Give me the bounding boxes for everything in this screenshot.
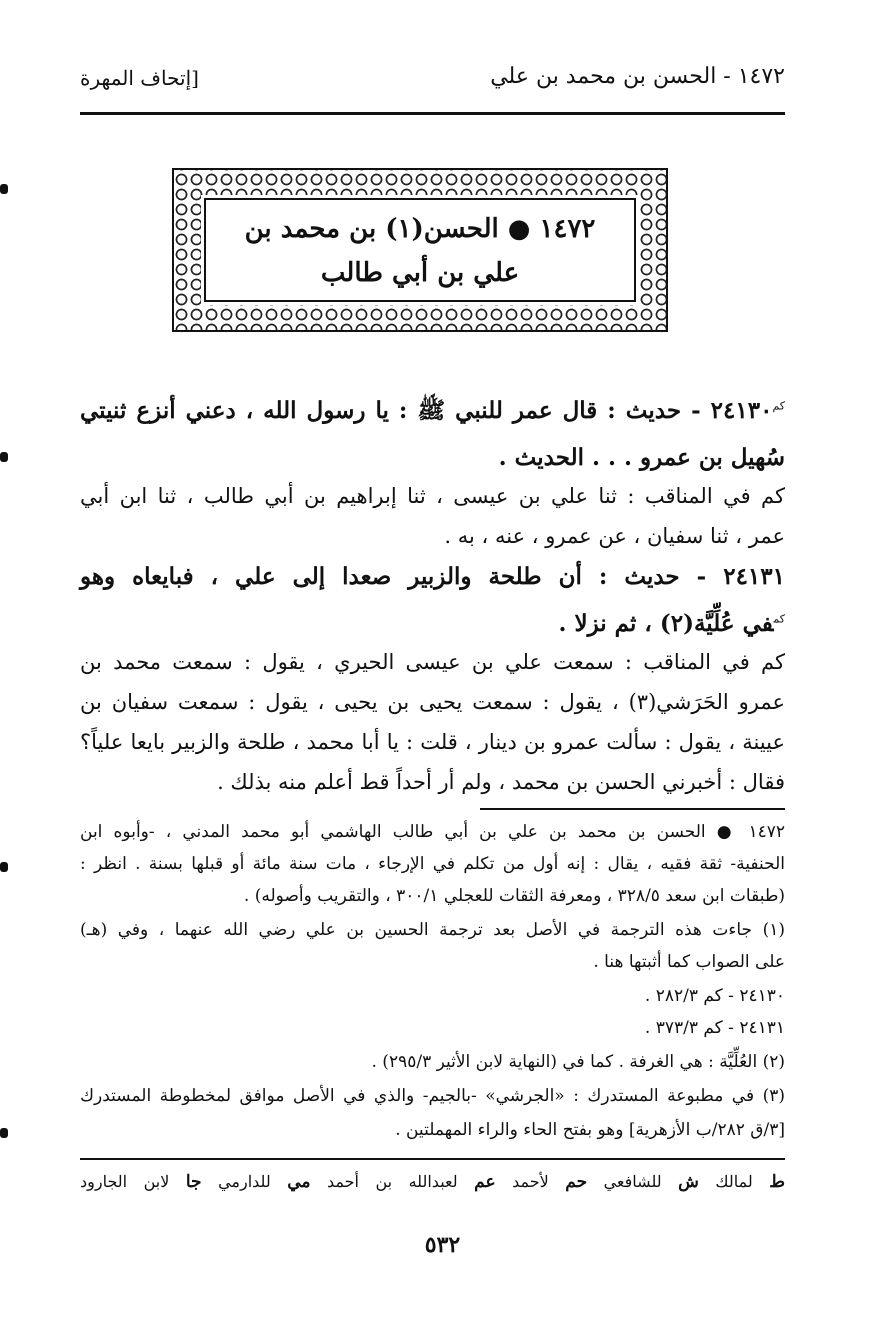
margin-dot [0, 1128, 8, 1138]
margin-dot [0, 452, 8, 462]
footnote-source-24130: ٢٤١٣٠ - كم ٢٨٢/٣ . [644, 986, 785, 1006]
footnote-1-line-2: على الصواب كما أثبتها هنا . [593, 952, 785, 972]
running-header [80, 64, 785, 100]
body-line-8: عمرو الحَرَشي(٣) ، يقول : سمعت يحيى بن يحيى ، يقول : سمعت سفيان بن [80, 690, 785, 714]
legend-item: عم لعبدالله بن أحمد [327, 1172, 496, 1192]
footnote-3-line-2: [٣/ق ٢٨٢/ب الأزهرية] وهو بفتح الحاء والراء المهملتين . [395, 1120, 785, 1140]
body-line-9: عيينة ، يقول : سألت عمرو بن دينار ، قلت : يا أبا محمد ، طلحة والزبير بايعا علياً؟ [80, 730, 785, 754]
hadith-24130-line-1: $^{كم}$٢٤١٣٠ - حديث : قال عمر للنبي ﷺ : يا رسول الله ، دعني أنزع ثنيتي [80, 397, 785, 424]
running-header-book-title: [إتحاف المهرة [80, 66, 199, 90]
title-box [204, 198, 636, 302]
footnote-biography-line-2: الحنفية- ثقة فقيه ، يقال : إنه أول من تكلم في الإرجاء ، مات سنة مائة أو قبلها بسنة . انظر : [80, 854, 785, 874]
margin-dot [0, 862, 8, 872]
footnote-1-line-1: (١) جاءت هذه الترجمة في الأصل بعد ترجمة الحسين بن علي رضي الله عنهما ، وفي (هـ) [80, 920, 785, 940]
abbreviation-legend [80, 1172, 785, 1192]
body-line-4: عمر ، ثنا سفيان ، عن عمرو ، عنه ، به . [444, 524, 785, 548]
footnote-biography-line-1: ١٤٧٢ ● الحسن بن محمد بن علي بن أبي طالب الهاشمي أبو محمد المدني ، -وأبوه ابن [80, 822, 785, 842]
hadith-24131-line-1: ٢٤١٣١ - حديث : أن طلحة والزبير صعدا إلى علي ، فبايعاه وهو [80, 563, 785, 590]
legend-rule [80, 1158, 785, 1160]
ornamental-title-frame [172, 168, 668, 332]
legend-item: ش للشافعي [603, 1172, 699, 1192]
footnote-3-line-1: (٣) في مطبوعة المستدرك : «الجرشي» -بالجيم- والذي في الأصل موافق لمخطوطة المستدرك [80, 1086, 785, 1106]
page-number: ٥٣٢ [424, 1232, 461, 1258]
footnote-2: (٢) العُلِّيَّة : هي الغرفة . كما في (النهاية لابن الأثير ٢٩٥/٣) . [371, 1052, 785, 1072]
header-rule [80, 112, 785, 115]
legend-item: جا لابن الجارود [80, 1172, 202, 1192]
hadith-24131-line-2: $^{كم}$في عُلِّيَّة(٢) ، ثم نزلا . [558, 610, 785, 637]
entry-title-line-2: علي بن أبي طالب [320, 258, 520, 288]
margin-dot [0, 184, 8, 194]
legend-item: مي للدارمي [218, 1172, 311, 1192]
legend-item: حم لأحمد [512, 1172, 588, 1192]
hadith-24130-line-2: سُهيل بن عمرو . . . الحديث . [498, 444, 785, 471]
hadith-marker: كم [773, 612, 785, 626]
hadith-marker: كم [772, 399, 785, 413]
footnote-biography-line-3: (طبقات ابن سعد ٣٢٨/٥ ، ومعرفة الثقات للعجلي ٣٠٠/١ ، والتقريب وأصوله) . [243, 886, 785, 906]
body-line-7: كم في المناقب : سمعت علي بن عيسى الحيري ، يقول : سمعت محمد بن [80, 650, 785, 674]
entry-title-line-1: ١٤٧٢ ● الحسن(١) بن محمد بن [244, 214, 596, 244]
body-line-3: كم في المناقب : ثنا علي بن عيسى ، ثنا إبراهيم بن أبي طالب ، ثنا ابن أبي [80, 484, 785, 508]
footnote-source-24131: ٢٤١٣١ - كم ٣٧٣/٣ . [644, 1018, 785, 1038]
footnote-rule [480, 808, 785, 810]
body-line-10: فقال : أخبرني الحسن بن محمد ، ولم أر أحداً قط أعلم منه بذلك . [217, 770, 785, 794]
legend-item: ط لمالك [715, 1172, 785, 1192]
running-header-chapter: ١٤٧٢ - الحسن بن محمد بن علي [490, 64, 785, 89]
